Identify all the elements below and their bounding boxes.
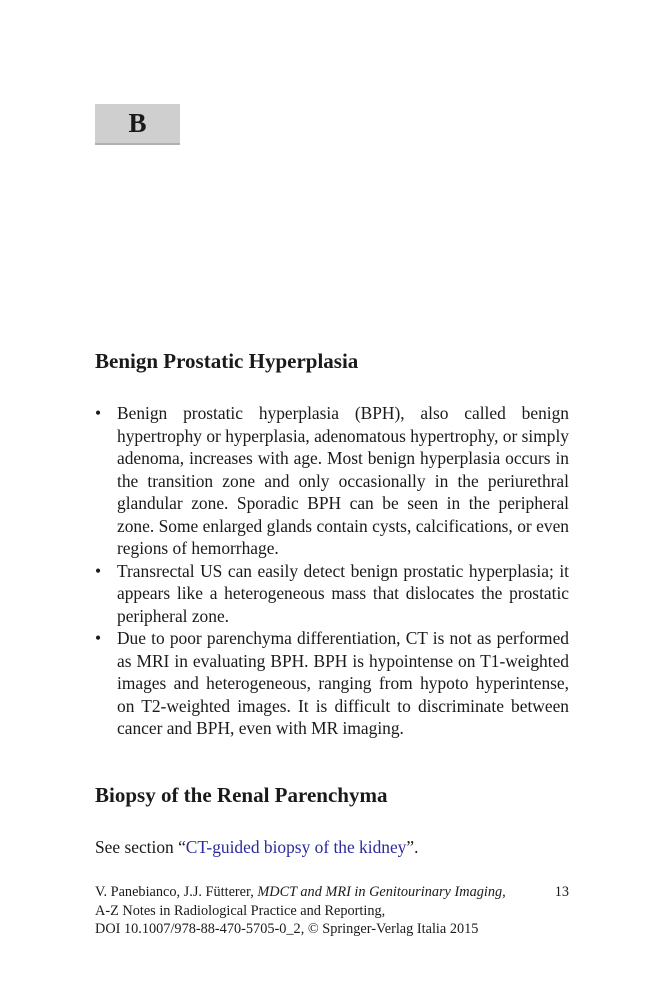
bullet-text: Due to poor parenchyma differentiation, CT is not as performed as MRI in evaluating BPH. BPH is hypointense on T1-weighted images and heterogeneous, ranging from hypoto hyperintense, on T2-weighted images. It is difficult to discriminate between cancer and BPH, even with MR imaging. <box>117 628 569 738</box>
see-also-prefix: See section “ <box>95 837 186 857</box>
see-also-paragraph <box>95 836 418 858</box>
list-item <box>95 402 569 560</box>
section-title-renal-biopsy: Biopsy of the Renal Parenchyma <box>95 783 388 807</box>
ct-guided-biopsy-link[interactable]: CT-guided biopsy of the kidney <box>185 837 407 857</box>
citation-doi: DOI 10.1007/978-88-470-5705-0_2, © Springer-Verlag Italia 2015 <box>95 921 479 937</box>
bullet-icon: • <box>95 560 102 581</box>
chapter-letter: B <box>128 108 147 138</box>
citation-footer <box>95 883 569 939</box>
bph-bullet-list <box>95 402 569 740</box>
page-number: 13 <box>554 884 569 900</box>
bullet-text: Transrectal US can easily detect benign prostatic hyperplasia; it appears like a heterogeneous mass that dislocates the prostatic peripheral zone. <box>117 560 569 626</box>
list-item <box>95 627 569 740</box>
bullet-icon: • <box>95 628 102 648</box>
citation-line-1 <box>95 883 569 902</box>
citation-authors: V. Panebianco, J.J. Fütterer, <box>95 884 254 900</box>
citation-series: A-Z Notes in Radiological Practice and Reporting, <box>95 902 386 919</box>
chapter-letter-box <box>95 104 180 145</box>
see-also-suffix: ”. <box>406 837 419 857</box>
citation-book-title: MDCT and MRI in Genitourinary Imaging, <box>257 884 506 900</box>
section-title-bph: Benign Prostatic Hyperplasia <box>95 349 359 373</box>
bullet-text: Benign prostatic hyperplasia (BPH), also called benign hypertrophy or hyperplasia, adenomatous hypertrophy, or simply adenoma, increases with age. Most benign hyperplasia occurs in the transition zone and only occasionally in the periurethral glandular zone. Sporadic BPH can be seen in the peripheral zone. Some enlarged glands contain cysts, calcifications, or even regions of hemorrhage. <box>117 403 569 558</box>
bullet-icon: • <box>95 403 102 423</box>
list-item <box>95 560 569 628</box>
